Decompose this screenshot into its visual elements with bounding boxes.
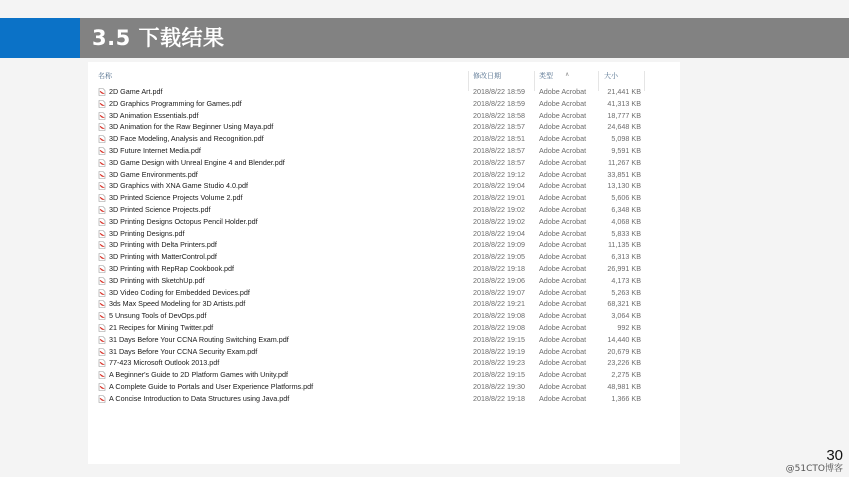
file-size: 18,777 KB [607,110,641,120]
file-row[interactable] [88,228,680,240]
slide-title: 3.5 下载结果 [92,26,225,50]
file-type: Adobe Acrobat [539,181,587,191]
column-header-name[interactable]: 名称 [98,73,112,80]
file-row[interactable] [88,298,680,310]
file-type: Adobe Acrobat [539,145,587,155]
page-number: 30 [826,447,843,464]
file-name: 3D Printing Designs Octopus Pencil Holder.pdf [109,216,258,226]
file-size: 5,263 KB [611,287,641,297]
file-modified-date: 2018/8/22 19:06 [473,275,525,285]
file-type: Adobe Acrobat [539,287,587,297]
file-size: 41,313 KB [607,98,641,108]
file-row[interactable] [88,110,680,122]
pdf-file-icon [98,265,106,273]
file-modified-date: 2018/8/22 19:23 [473,358,525,368]
file-size: 48,981 KB [607,381,641,391]
file-size: 21,441 KB [607,87,641,96]
file-size: 24,648 KB [607,122,641,132]
file-row[interactable] [88,180,680,192]
file-modified-date: 2018/8/22 19:09 [473,240,525,250]
pdf-file-icon [98,336,106,344]
file-row[interactable] [88,145,680,157]
file-modified-date: 2018/8/22 18:59 [473,98,525,108]
slide-title-accent [0,18,80,58]
file-modified-date: 2018/8/22 19:12 [473,169,525,179]
file-row[interactable] [88,98,680,110]
file-row[interactable] [88,322,680,334]
file-explorer-screenshot [88,62,680,464]
file-size: 992 KB [617,322,641,332]
pdf-file-icon [98,395,106,403]
file-name: 3D Animation for the Raw Beginner Using Maya.pdf [109,122,274,132]
pdf-file-icon [98,206,106,214]
sort-chevron-up-icon: ∧ [565,72,570,78]
pdf-file-icon [98,194,106,202]
file-modified-date: 2018/8/22 19:18 [473,393,525,403]
file-size: 26,991 KB [607,263,641,273]
column-header-date[interactable]: 修改日期 [473,73,501,80]
file-name: 3D Video Coding for Embedded Devices.pdf [109,287,250,297]
file-size: 6,313 KB [611,252,641,262]
file-type: Adobe Acrobat [539,228,587,238]
file-type: Adobe Acrobat [539,263,587,273]
file-size: 13,130 KB [607,181,641,191]
pdf-file-icon [98,277,106,285]
file-name: A Beginner's Guide to 2D Platform Games with Unity.pdf [109,370,289,380]
file-type: Adobe Acrobat [539,122,587,132]
file-type: Adobe Acrobat [539,370,587,380]
pdf-file-icon [98,218,106,226]
file-row[interactable] [88,310,680,322]
file-modified-date: 2018/8/22 19:02 [473,204,525,214]
file-modified-date: 2018/8/22 18:57 [473,145,525,155]
file-size: 5,098 KB [611,134,641,144]
pdf-file-icon [98,312,106,320]
file-modified-date: 2018/8/22 19:18 [473,263,525,273]
pdf-file-icon [98,171,106,179]
column-header-row [88,62,680,86]
column-header-size[interactable]: 大小 [604,73,618,80]
file-type: Adobe Acrobat [539,393,587,403]
file-name: 3D Animation Essentials.pdf [109,110,199,120]
watermark: @51CTO博客 [785,464,843,474]
pdf-file-icon [98,348,106,356]
file-size: 5,606 KB [611,193,641,203]
file-size: 3,064 KB [611,311,641,321]
file-type: Adobe Acrobat [539,275,587,285]
file-type: Adobe Acrobat [539,193,587,203]
file-name: 3D Game Environments.pdf [109,169,198,179]
file-row[interactable] [88,239,680,251]
pdf-file-icon [98,123,106,131]
pdf-file-icon [98,147,106,155]
pdf-file-icon [98,289,106,297]
file-name: 21 Recipes for Mining Twitter.pdf [109,322,214,332]
file-type: Adobe Acrobat [539,87,587,96]
file-row[interactable] [88,393,680,405]
file-type: Adobe Acrobat [539,169,587,179]
file-modified-date: 2018/8/22 19:19 [473,346,525,356]
file-row[interactable] [88,357,680,369]
file-modified-date: 2018/8/22 19:05 [473,252,525,262]
file-modified-date: 2018/8/22 19:02 [473,216,525,226]
file-type: Adobe Acrobat [539,204,587,214]
file-name: 5 Unsung Tools of DevOps.pdf [109,311,207,321]
column-header-type[interactable]: 类型 [539,73,553,80]
file-row[interactable] [88,287,680,299]
file-name: 3D Printed Science Projects Volume 2.pdf [109,193,243,203]
file-row[interactable] [88,121,680,133]
file-modified-date: 2018/8/22 18:57 [473,122,525,132]
file-name: 3D Printing with SketchUp.pdf [109,275,205,285]
file-type: Adobe Acrobat [539,358,587,368]
pdf-file-icon [98,253,106,261]
file-row[interactable] [88,86,680,98]
file-name: 77-423 Microsoft Outlook 2013.pdf [109,358,220,368]
file-modified-date: 2018/8/22 18:51 [473,134,525,144]
file-modified-date: 2018/8/22 18:58 [473,110,525,120]
pdf-file-icon [98,112,106,120]
file-type: Adobe Acrobat [539,216,587,226]
file-type: Adobe Acrobat [539,311,587,321]
file-name: 3ds Max Speed Modeling for 3D Artists.pdf [109,299,246,309]
file-name: 2D Graphics Programming for Games.pdf [109,98,242,108]
file-name: 3D Printing with MatterControl.pdf [109,252,217,262]
pdf-file-icon [98,241,106,249]
file-size: 1,366 KB [611,393,641,403]
file-row[interactable] [88,216,680,228]
file-modified-date: 2018/8/22 19:04 [473,181,525,191]
pdf-file-icon [98,100,106,108]
file-size: 5,833 KB [611,228,641,238]
pdf-file-icon [98,300,106,308]
file-modified-date: 2018/8/22 19:21 [473,299,525,309]
file-name: 3D Printing Designs.pdf [109,228,185,238]
file-name: 31 Days Before Your CCNA Security Exam.pdf [109,346,258,356]
file-row[interactable] [88,369,680,381]
pdf-file-icon [98,383,106,391]
file-size: 6,348 KB [611,204,641,214]
file-name: 3D Printing with RepRap Cookbook.pdf [109,263,235,273]
pdf-file-icon [98,324,106,332]
file-type: Adobe Acrobat [539,322,587,332]
file-size: 11,267 KB [607,157,641,167]
file-row[interactable] [88,251,680,263]
file-type: Adobe Acrobat [539,134,587,144]
file-row[interactable] [88,157,680,169]
pdf-file-icon [98,359,106,367]
file-modified-date: 2018/8/22 19:07 [473,287,525,297]
file-modified-date: 2018/8/22 18:59 [473,87,525,96]
pdf-file-icon [98,159,106,167]
file-type: Adobe Acrobat [539,157,587,167]
file-row[interactable] [88,204,680,216]
file-size: 33,851 KB [607,169,641,179]
file-modified-date: 2018/8/22 19:15 [473,370,525,380]
file-size: 11,135 KB [607,240,641,250]
pdf-file-icon [98,371,106,379]
file-name: 31 Days Before Your CCNA Routing Switching Exam.pdf [109,334,289,344]
file-row[interactable] [88,169,680,181]
file-type: Adobe Acrobat [539,299,587,309]
pdf-file-icon [98,182,106,190]
file-name: 3D Face Modeling, Analysis and Recognition.pdf [109,134,264,144]
file-row[interactable] [88,192,680,204]
file-name: 2D Game Art.pdf [109,87,163,96]
file-row[interactable] [88,381,680,393]
pdf-file-icon [98,135,106,143]
file-type: Adobe Acrobat [539,252,587,262]
file-name: 3D Future Internet Media.pdf [109,145,201,155]
file-row[interactable] [88,133,680,145]
file-row[interactable] [88,334,680,346]
file-type: Adobe Acrobat [539,110,587,120]
file-size: 2,275 KB [611,370,641,380]
file-size: 4,173 KB [611,275,641,285]
file-modified-date: 2018/8/22 19:08 [473,322,525,332]
file-size: 4,068 KB [611,216,641,226]
file-name: A Concise Introduction to Data Structures using Java.pdf [109,393,290,403]
file-modified-date: 2018/8/22 18:57 [473,157,525,167]
file-size: 68,321 KB [607,299,641,309]
file-name: A Complete Guide to Portals and User Experience Platforms.pdf [109,381,314,391]
file-modified-date: 2018/8/22 19:04 [473,228,525,238]
file-modified-date: 2018/8/22 19:01 [473,193,525,203]
file-type: Adobe Acrobat [539,346,587,356]
file-size: 9,591 KB [611,145,641,155]
file-name: 3D Printed Science Projects.pdf [109,204,211,214]
file-list [88,86,680,405]
file-name: 3D Graphics with XNA Game Studio 4.0.pdf [109,181,249,191]
pdf-file-icon [98,230,106,238]
file-row[interactable] [88,275,680,287]
pdf-file-icon [98,88,106,96]
file-size: 20,679 KB [607,346,641,356]
file-row[interactable] [88,346,680,358]
file-type: Adobe Acrobat [539,334,587,344]
file-modified-date: 2018/8/22 19:15 [473,334,525,344]
file-size: 14,440 KB [607,334,641,344]
file-size: 23,226 KB [607,358,641,368]
file-row[interactable] [88,263,680,275]
file-modified-date: 2018/8/22 19:08 [473,311,525,321]
file-modified-date: 2018/8/22 19:30 [473,381,525,391]
file-name: 3D Printing with Delta Printers.pdf [109,240,217,250]
file-type: Adobe Acrobat [539,381,587,391]
file-name: 3D Game Design with Unreal Engine 4 and Blender.pdf [109,157,285,167]
file-type: Adobe Acrobat [539,98,587,108]
file-type: Adobe Acrobat [539,240,587,250]
